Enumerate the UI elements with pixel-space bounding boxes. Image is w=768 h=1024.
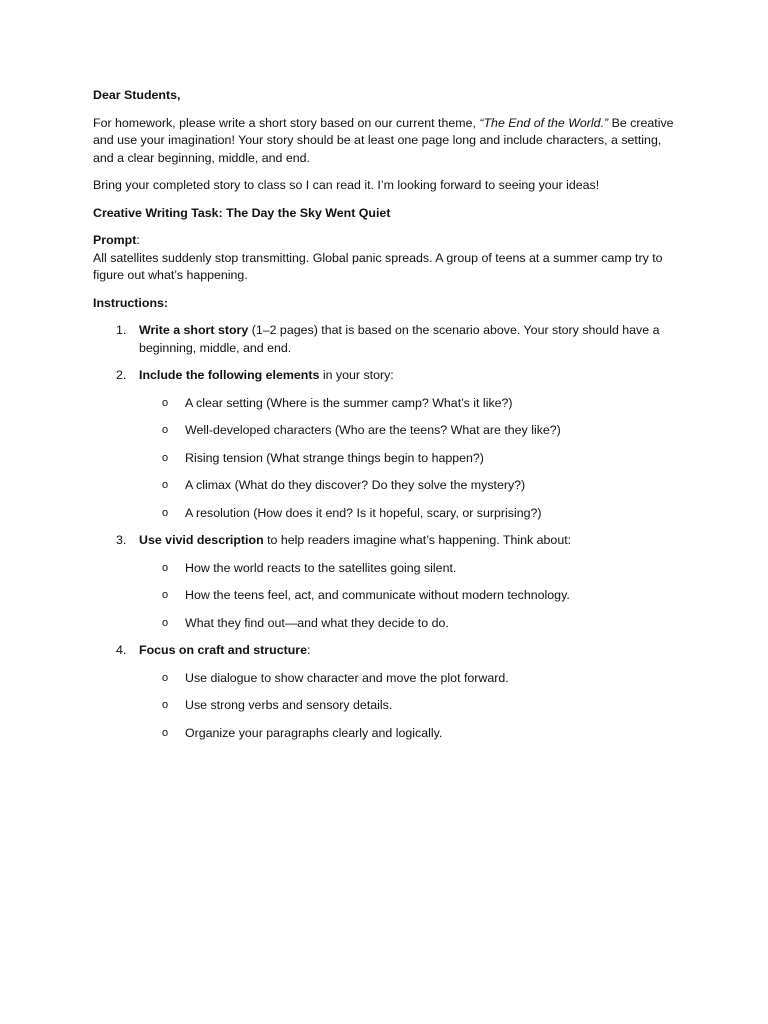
- instruction-heading: Write a short story: [139, 323, 249, 337]
- theme-title: “The End of the World.”: [479, 115, 609, 130]
- sub-list: [139, 670, 683, 743]
- sub-list-item: [139, 505, 683, 523]
- sub-item-text: Rising tension (What strange things begin to happen?): [185, 450, 484, 465]
- instruction-number: 4.: [116, 643, 127, 657]
- closing-paragraph: Bring your completed story to class so I can read it. I’m looking forward to seeing your ideas!: [93, 178, 600, 192]
- prompt-section: [93, 232, 683, 285]
- instruction-text: (1–2 pages) that is based on the scenario above. Your story should have a beginning, middle, and end.: [139, 323, 660, 355]
- sub-list-item: [139, 697, 683, 715]
- bullet-icon: o: [162, 479, 169, 491]
- instruction-item: [93, 322, 683, 357]
- sub-list-item: [139, 587, 683, 605]
- sub-item-text: How the teens feel, act, and communicate without modern technology.: [185, 588, 570, 602]
- bullet-icon: o: [162, 699, 169, 711]
- instruction-heading: Focus on craft and structure: [139, 643, 307, 657]
- intro-text-before: For homework, please write a short story based on our current theme,: [93, 115, 480, 130]
- instruction-item: [93, 367, 683, 522]
- bullet-icon: o: [162, 451, 169, 464]
- sub-item-text: What they find out—and what they decide to do.: [185, 615, 449, 630]
- greeting: Dear Students,: [93, 88, 181, 102]
- instruction-heading: Include the following elements: [139, 368, 320, 382]
- sub-list-item: [139, 477, 683, 495]
- instructions-label: Instructions:: [93, 295, 169, 310]
- prompt-label: Prompt: [93, 233, 137, 247]
- sub-list-item: [139, 395, 683, 413]
- bullet-icon: o: [162, 561, 169, 574]
- prompt-text: All satellites suddenly stop transmitting. Global panic spreads. A group of teens at a summer camp try to figure out what’s happening.: [93, 250, 663, 282]
- instruction-number: 2.: [116, 368, 127, 382]
- bullet-icon: o: [162, 589, 169, 601]
- sub-item-text: Organize your paragraphs clearly and logically.: [185, 725, 443, 740]
- instructions-list: [93, 322, 683, 742]
- instruction-number: 3.: [116, 533, 127, 547]
- sub-list: [139, 560, 683, 633]
- instruction-item: [93, 642, 683, 742]
- sub-list-item: [139, 670, 683, 688]
- sub-item-text: A clear setting (Where is the summer camp? What’s it like?): [185, 395, 513, 410]
- sub-item-text: Use dialogue to show character and move the plot forward.: [185, 670, 509, 685]
- bullet-icon: o: [162, 726, 169, 739]
- sub-item-text: Use strong verbs and sensory details.: [185, 698, 393, 712]
- sub-item-text: A climax (What do they discover? Do they solve the mystery?): [185, 478, 526, 492]
- intro-paragraph: [93, 115, 683, 168]
- sub-list-item: [139, 615, 683, 633]
- document-page: [93, 87, 683, 752]
- sub-item-text: A resolution (How does it end? Is it hopeful, scary, or surprising?): [185, 505, 542, 520]
- bullet-icon: o: [162, 396, 169, 409]
- prompt-colon: :: [136, 233, 140, 247]
- bullet-icon: o: [162, 616, 169, 629]
- sub-list-item: [139, 422, 683, 440]
- sub-item-text: How the world reacts to the satellites going silent.: [185, 560, 457, 575]
- sub-item-text: Well-developed characters (Who are the teens? What are they like?): [185, 423, 561, 437]
- task-title: Creative Writing Task: The Day the Sky Went Quiet: [93, 205, 391, 220]
- instruction-number: 1.: [116, 323, 127, 337]
- bullet-icon: o: [162, 671, 169, 684]
- instruction-text: in your story:: [319, 368, 394, 382]
- intro-text-after: Be creative and use your imagination! Your story should be at least one page long and include characters, a setting, and a clear beginning, middle, and end.: [93, 115, 674, 165]
- instruction-text: :: [307, 643, 311, 657]
- sub-list-item: [139, 560, 683, 578]
- instruction-heading: Use vivid description: [139, 533, 264, 547]
- bullet-icon: o: [162, 506, 169, 519]
- instruction-text: to help readers imagine what’s happening. Think about:: [263, 533, 572, 547]
- bullet-icon: o: [162, 424, 169, 436]
- sub-list-item: [139, 450, 683, 468]
- instruction-item: [93, 532, 683, 632]
- sub-list-item: [139, 725, 683, 743]
- prompt-label-line: [93, 232, 683, 250]
- sub-list: [139, 395, 683, 523]
